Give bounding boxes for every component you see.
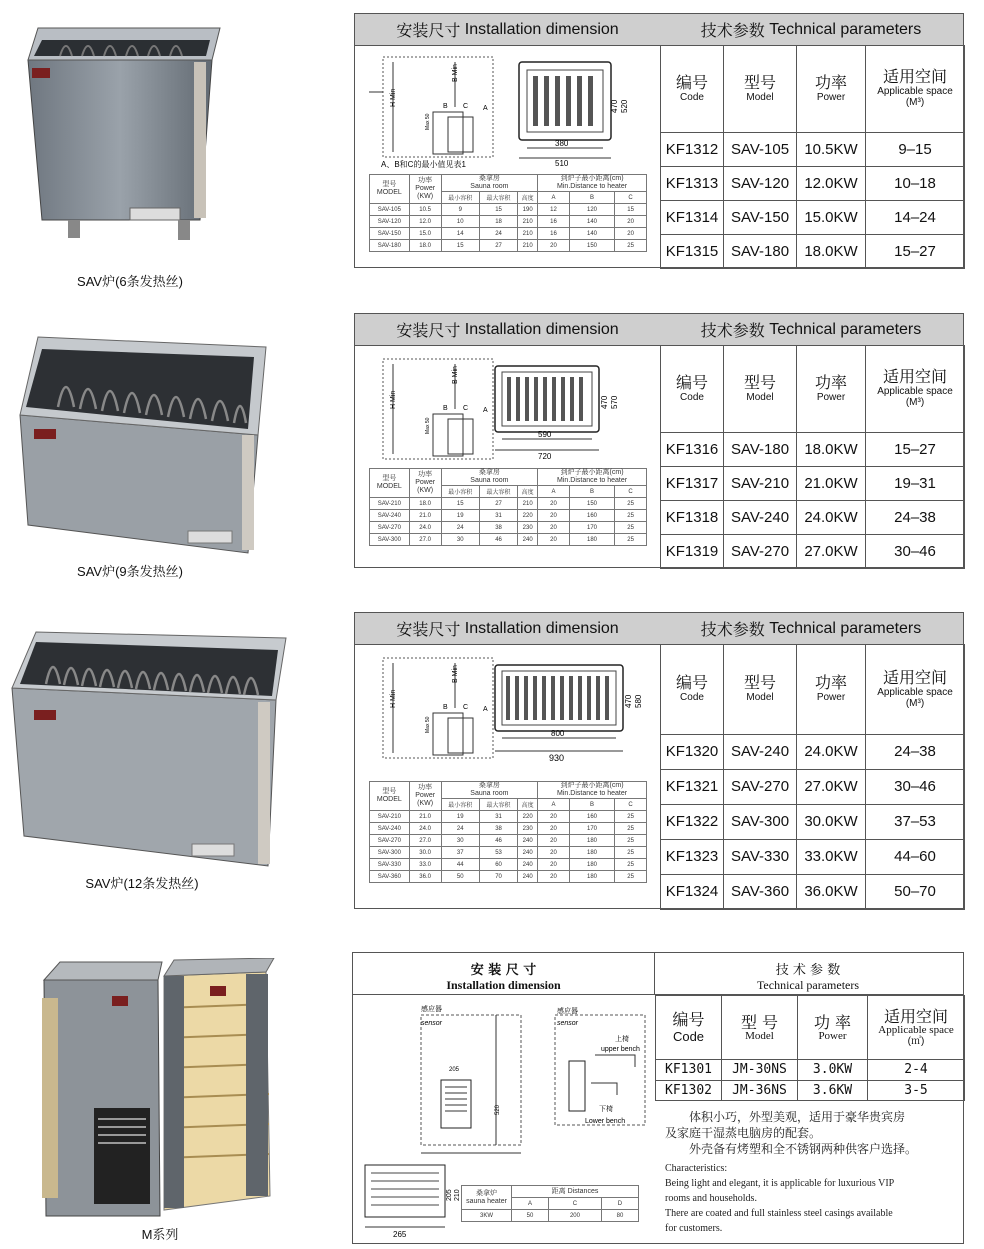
- mini-row: SAV-150 15.0 14 24 210 16 140 20: [370, 228, 647, 240]
- cell-code: KF1317: [661, 466, 724, 500]
- cell-space: 30–46: [866, 769, 965, 804]
- cell-code: KF1322: [661, 804, 724, 839]
- mini-row: SAV-300 27.0 30 46 240 20 180 25: [370, 534, 647, 546]
- tech-params-table: 编号 Code 型号 Model 功率 Power 适用空间 Applicable space (M³) KF1316 SAV-180 18.0KW 15–27 KF1317 SAV-210 21.0KW 19–31 KF1318 SAV-240 24.0KW 24–38 KF1319 SAV-270 27.0KW 30–46: [660, 345, 965, 569]
- cell-space: 50–70: [866, 874, 965, 909]
- heater-photo-12-element: [6, 630, 290, 872]
- cell-model: SAV-240: [724, 500, 797, 534]
- mini-row: SAV-300 30.0 37 53 240 20 180 25: [370, 847, 647, 859]
- table-row: [661, 432, 965, 466]
- mini-row: SAV-120 12.0 10 18 210 16 140 20: [370, 216, 647, 228]
- install-dimension-header: 安装尺寸 Installation dimension: [355, 14, 661, 46]
- svg-text:H Min: H Min: [390, 390, 397, 409]
- side-view-diagram: [363, 52, 498, 172]
- table-row: [661, 466, 965, 500]
- table-row: [661, 500, 965, 534]
- mini-row: SAV-210 18.0 15 27 210 20 150 25: [370, 498, 647, 510]
- m-series-block: [352, 952, 964, 1244]
- cell-model: SAV-330: [724, 839, 797, 874]
- cell-space: 10–18: [866, 166, 965, 200]
- table-row: KF1302 JM-36NS 3.6KW 3-5: [656, 1080, 965, 1101]
- m-distance-table: 桑拿炉 sauna heater 距离 Distances A C D 3KW 50 200 80: [461, 1185, 639, 1222]
- section-2-block: 安装尺寸 Installation dimension 技术参数 Technical parameters H Min B Min Max 50 A B C 590 720 470 570 型号 MODEL 功率 Power (KW) 桑拿房 Sauna room 到炉子最小距离(cm) Min.Distance to heater 最小容积 最大容积 高度 A B C SAV-210 18.0 15 27 210 20 150 25 SAV-240 21.0 19 31 220 20 160 25 SAV-270 24.0 24 38 230 20 170 25 SAV-300 27.0 30 46 240 20 180 25 编号 Code 型号 Model 功率 Power 适用空间 Applicable space (M³) KF1316 SAV-180 18.0KW 15–27 KF1317 SAV-210 21.0KW 19–31 KF1318 SAV-240 24.0KW 24–38 KF1319 SAV-270 27.0KW 30–46: [354, 313, 964, 568]
- m-tech-params-table: 编号 Code 型 号 Model 功 率 Power 适用空间 Applicable space (㎥) KF1301 JM-30NS 3.0KW 2-4 KF1302 JM-36NS 3.6KW 3-5: [655, 995, 965, 1101]
- side-view-diagram: [363, 653, 498, 765]
- cell-space: 15–27: [866, 432, 965, 466]
- mini-row: SAV-270 27.0 30 46 240 20 180 25: [370, 835, 647, 847]
- cell-power: 18.0KW: [797, 432, 866, 466]
- cell-space: 24–38: [866, 734, 965, 769]
- svg-text:210: 210: [454, 1189, 461, 1201]
- m-front-diagram: [401, 1005, 531, 1160]
- m-series-caption: M系列: [141, 1227, 179, 1242]
- cell-power: 24.0KW: [797, 500, 866, 534]
- mini-row: SAV-105 10.5 9 15 190 12 120 15: [370, 204, 647, 216]
- m-top-diagram: [363, 1161, 463, 1241]
- table-row: [661, 874, 965, 909]
- col-power: 功率 Power: [797, 46, 866, 133]
- m-side-diagram: [545, 1005, 650, 1135]
- svg-text:470: 470: [610, 99, 619, 113]
- cell-code: KF1321: [661, 769, 724, 804]
- mini-row: SAV-240 24.0 24 38 230 20 170 25: [370, 823, 647, 835]
- svg-text:B Min: B Min: [452, 366, 459, 384]
- m-tech-header: 技 术 参 数 Technical parameters: [653, 953, 963, 995]
- section-1-block: [354, 13, 964, 268]
- svg-text:C: C: [463, 103, 469, 110]
- mini-row: SAV-330 33.0 44 60 240 20 180 25: [370, 859, 647, 871]
- svg-text:A: A: [483, 407, 488, 414]
- col-code: 编号 Code: [661, 46, 724, 133]
- table-row: [661, 534, 965, 568]
- top-view-diagram: [493, 663, 653, 763]
- svg-text:H Min: H Min: [390, 88, 397, 107]
- table-row: [661, 132, 965, 166]
- cell-power: 18.0KW: [797, 234, 866, 268]
- cell-model: SAV-105: [724, 132, 797, 166]
- svg-text:380: 380: [555, 139, 569, 148]
- cell-power: 27.0KW: [797, 769, 866, 804]
- svg-text:感应器: 感应器: [557, 1008, 578, 1015]
- m-series-photo: [40, 958, 290, 1220]
- cell-space: 24–38: [866, 500, 965, 534]
- table-row: [661, 734, 965, 769]
- section-3-caption: SAV炉(12条发热丝): [85, 876, 199, 891]
- cell-power: 24.0KW: [797, 734, 866, 769]
- cell-code: KF1313: [661, 166, 724, 200]
- svg-text:upper bench: upper bench: [601, 1046, 640, 1053]
- cell-model: SAV-240: [724, 734, 797, 769]
- svg-text:520: 520: [620, 99, 629, 113]
- svg-text:感应器: 感应器: [421, 1006, 442, 1013]
- svg-text:B: B: [443, 103, 448, 110]
- min-distance-table: 型号 MODEL 功率 Power (KW) 桑拿房 Sauna room 到炉子最小距离(cm) Min.Distance to heater 最小容积 最大容积 高度 A B C SAV-210 18.0 15 27 210 20 150 25 SAV-240 21.0 19 31 220 20 160 25 SAV-270 24.0 24 38 230 20 170 25 SAV-300 27.0 30 46 240 20 180 25: [369, 468, 647, 546]
- table-row: KF1301 JM-30NS 3.0KW 2-4: [656, 1060, 965, 1080]
- mini-row: SAV-180 18.0 15 27 210 20 150 25: [370, 240, 647, 252]
- cell-code: KF1314: [661, 200, 724, 234]
- mini-row: SAV-240 21.0 19 31 220 20 160 25: [370, 510, 647, 522]
- mini-row: SAV-270 24.0 24 38 230 20 170 25: [370, 522, 647, 534]
- svg-text:A、B和C的最小值见表1: A、B和C的最小值见表1: [381, 160, 466, 169]
- col-space: 适用空间 Applicable space (M³): [866, 46, 965, 133]
- cell-power: 21.0KW: [797, 466, 866, 500]
- tech-params-table: 编号 Code 型号 Model 功率 Power 适用空间 Applicable space (M³) KF1320 SAV-240 24.0KW 24–38 KF1321 SAV-270 27.0KW 30–46 KF1322 SAV-300 30.0KW 37–53 KF1323 SAV-330 33.0KW 44–60 KF1324 SAV-360 36.0KW 50–70: [660, 644, 965, 910]
- cell-power: 27.0KW: [797, 534, 866, 568]
- svg-text:800: 800: [551, 729, 565, 738]
- cell-model: SAV-300: [724, 804, 797, 839]
- cell-code: KF1320: [661, 734, 724, 769]
- svg-text:sensor: sensor: [421, 1020, 443, 1027]
- svg-text:Max 50: Max 50: [425, 113, 431, 130]
- table-row: [661, 200, 965, 234]
- min-distance-table: 型号 MODEL 功率 Power (KW) 桑拿房 Sauna room 到炉子最小距离(cm) Min.Distance to heater 最小容积 最大容积 高度 A B C SAV-105 10.5 9 15 190 12 120 15 SAV-120 12.0 10 18 210 16 140 20 SAV-150 15.0 14 24 210 16 140 20 SAV-180 18.0 15 27 210 20 150 25: [369, 174, 647, 252]
- cell-code: KF1324: [661, 874, 724, 909]
- cell-model: SAV-180: [724, 432, 797, 466]
- svg-text:B: B: [443, 704, 448, 711]
- cell-model: SAV-120: [724, 166, 797, 200]
- cell-model: SAV-180: [724, 234, 797, 268]
- cell-model: SAV-270: [724, 769, 797, 804]
- cell-power: 12.0KW: [797, 166, 866, 200]
- section-1-caption: SAV炉(6条发热丝): [77, 274, 183, 289]
- cell-power: 10.5KW: [797, 132, 866, 166]
- svg-text:520: 520: [495, 1104, 501, 1115]
- cell-model: SAV-150: [724, 200, 797, 234]
- cell-space: 19–31: [866, 466, 965, 500]
- tech-params-table: [660, 45, 965, 269]
- svg-text:B Min: B Min: [452, 665, 459, 683]
- svg-text:上椅: 上椅: [615, 1036, 629, 1043]
- table-row: [661, 166, 965, 200]
- svg-text:C: C: [463, 704, 469, 711]
- table-row: [661, 839, 965, 874]
- svg-text:720: 720: [538, 452, 552, 460]
- heater-photo-9-element: [8, 335, 270, 560]
- cell-space: 30–46: [866, 534, 965, 568]
- tech-params-header: 技术参数 Technical parameters: [659, 14, 963, 46]
- svg-text:B Min: B Min: [452, 64, 459, 82]
- mini-row: SAV-360 36.0 50 70 240 20 180 25: [370, 871, 647, 883]
- cell-code: KF1323: [661, 839, 724, 874]
- svg-text:Lower bench: Lower bench: [585, 1118, 626, 1125]
- cell-power: 33.0KW: [797, 839, 866, 874]
- cell-code: KF1315: [661, 234, 724, 268]
- cell-space: 37–53: [866, 804, 965, 839]
- cell-space: 44–60: [866, 839, 965, 874]
- col-model: 型号 Model: [724, 46, 797, 133]
- svg-text:H Min: H Min: [390, 689, 397, 708]
- table-row: [661, 769, 965, 804]
- section-2-caption: SAV炉(9条发热丝): [77, 564, 183, 579]
- cell-code: KF1318: [661, 500, 724, 534]
- svg-text:265: 265: [393, 1230, 407, 1239]
- cell-model: SAV-360: [724, 874, 797, 909]
- cell-power: 30.0KW: [797, 804, 866, 839]
- svg-text:A: A: [483, 706, 488, 713]
- svg-text:930: 930: [549, 753, 565, 763]
- cell-model: SAV-210: [724, 466, 797, 500]
- svg-text:470: 470: [600, 395, 609, 409]
- svg-text:205: 205: [449, 1067, 460, 1073]
- svg-text:sensor: sensor: [557, 1020, 579, 1027]
- cell-power: 15.0KW: [797, 200, 866, 234]
- table-row: [661, 234, 965, 268]
- svg-text:Max 50: Max 50: [425, 417, 431, 434]
- cell-model: SAV-270: [724, 534, 797, 568]
- svg-text:590: 590: [538, 430, 552, 439]
- svg-text:A: A: [483, 105, 488, 112]
- svg-text:470: 470: [624, 694, 633, 708]
- mini-row: SAV-210 21.0 19 31 220 20 160 25: [370, 811, 647, 823]
- cell-code: KF1312: [661, 132, 724, 166]
- cell-code: KF1316: [661, 432, 724, 466]
- svg-text:205: 205: [446, 1189, 453, 1201]
- cell-code: KF1319: [661, 534, 724, 568]
- svg-text:510: 510: [555, 159, 569, 168]
- section-3-block: 安装尺寸 Installation dimension 技术参数 Technical parameters H Min B Min Max 50 A B C 800 930 470 580 型号 MODEL 功率 Power (KW) 桑拿房 Sauna room 到炉子最小距离(cm) Min.Distance to heater 最小容积 最大容积 高度 A B C SAV-210 21.0 19 31 220 20 160 25 SAV-240 24.0 24 38 230 20 170 25 SAV-270 27.0 30 46 240 20 180 25 SAV-300 30.0 37 53 240 20 180 25 SAV-330 33.0 44 60 240 20 180 25 SAV-360 36.0 50 70 240 20 180 25 编号 Code 型号 Model 功率 Power 适用空间 Applicable space (M³) KF1320 SAV-240 24.0KW 24–38 KF1321 SAV-270 27.0KW 30–46 KF1322 SAV-300 30.0KW 37–53 KF1323 SAV-330 33.0KW 44–60 KF1324 SAV-360 36.0KW 50–70: [354, 612, 964, 909]
- svg-text:下椅: 下椅: [599, 1106, 613, 1113]
- cell-space: 9–15: [866, 132, 965, 166]
- top-view-diagram: [493, 364, 628, 460]
- svg-text:B: B: [443, 405, 448, 412]
- m-series-description: 体积小巧，外型美观，适用于豪华贵宾房 及家庭干湿蒸电脑房的配套。 外壳备有烤塑和全不锈钢两种供客户选择。 Characteristics: Being light and elegant, it is applicable for luxurious VIP rooms and households. There are coated and full stainless steel casings available for customers.: [665, 1110, 918, 1234]
- table-row: [661, 804, 965, 839]
- heater-photo-6-element: [20, 20, 225, 245]
- svg-text:C: C: [463, 405, 469, 412]
- svg-text:570: 570: [610, 395, 619, 409]
- svg-text:580: 580: [634, 694, 643, 708]
- min-distance-table: 型号 MODEL 功率 Power (KW) 桑拿房 Sauna room 到炉子最小距离(cm) Min.Distance to heater 最小容积 最大容积 高度 A B C SAV-210 21.0 19 31 220 20 160 25 SAV-240 24.0 24 38 230 20 170 25 SAV-270 27.0 30 46 240 20 180 25 SAV-300 30.0 37 53 240 20 180 25 SAV-330 33.0 44 60 240 20 180 25 SAV-360 36.0 50 70 240 20 180 25: [369, 781, 647, 883]
- cell-space: 15–27: [866, 234, 965, 268]
- top-view-diagram: [517, 58, 632, 168]
- svg-text:Max 50: Max 50: [425, 716, 431, 733]
- m-install-header: 安 装 尺 寸 Installation dimension: [353, 953, 655, 995]
- side-view-diagram: [363, 354, 498, 466]
- cell-space: 14–24: [866, 200, 965, 234]
- cell-power: 36.0KW: [797, 874, 866, 909]
